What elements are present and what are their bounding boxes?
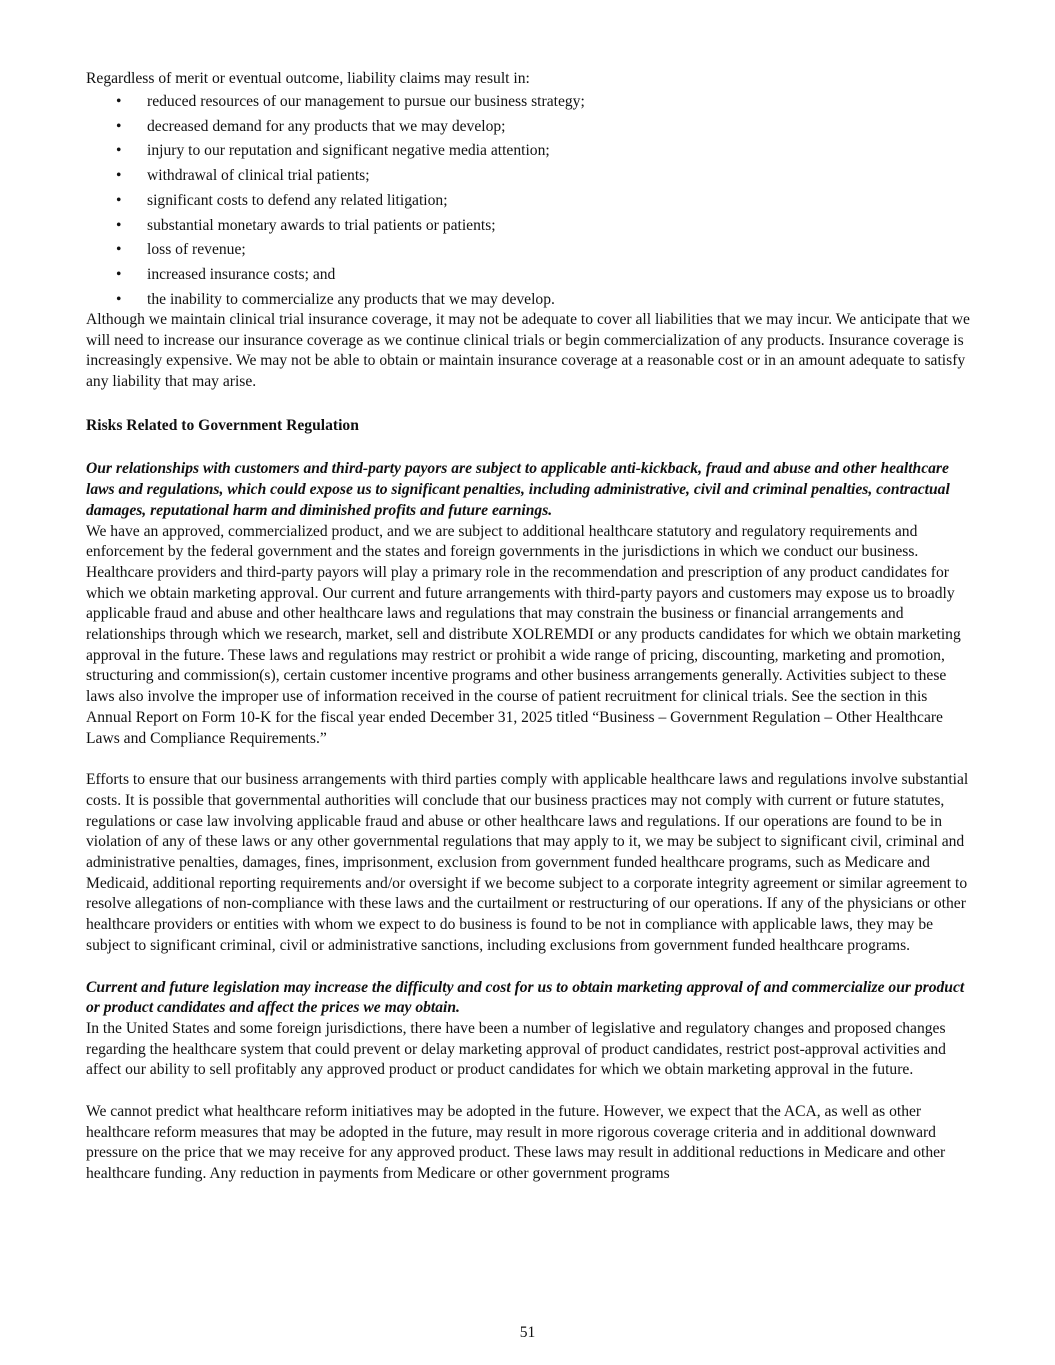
list-item: • significant costs to defend any related litigation;: [86, 189, 972, 214]
risk-heading-anti-kickback: Our relationships with customers and third-party payors are subject to applicable anti-kickback, fraud and abuse and other healthcare laws and regulations, which could expose us to significant penalties, including administrative, civil and criminal penalties, contractual damages, reputational harm and diminished profits and future earnings.: [86, 460, 950, 519]
list-item: • injury to our reputation and significant negative media attention;: [86, 139, 972, 164]
risk2-paragraph-2: We cannot predict what healthcare reform initiatives may be adopted in the future. However, we expect that the ACA, as well as other healthcare reform measures that may be adopted in the future, may result in more rigorous coverage criteria and in additional downward pressure on the price that we may receive for any approved product. These laws may result in additional reductions in Medicare and other healthcare funding. Any reduction in payments from Medicare or other government programs: [86, 1103, 946, 1183]
bullet-icon: •: [116, 191, 122, 209]
list-item: • reduced resources of our management to pursue our business strategy;: [86, 90, 972, 115]
list-item: • withdrawal of clinical trial patients;: [86, 164, 972, 189]
bullet-icon: •: [116, 117, 122, 135]
risk2-paragraph-1: In the United States and some foreign jurisdictions, there have been a number of legislative and regulatory changes and proposed changes regarding the healthcare system that could prevent or delay marketing approval of product candidates, restrict post-approval activities and affect our ability to sell profitably any approved product or product candidates for which we obtain marketing approval in the future.: [86, 1019, 946, 1079]
list-item: • the inability to commercialize any products that we may develop.: [86, 288, 972, 313]
bullet-icon: •: [116, 241, 122, 259]
bullet-icon: •: [116, 167, 122, 185]
page-number: 51: [519, 1324, 536, 1341]
bullet-icon: •: [116, 216, 122, 234]
list-item: • substantial monetary awards to trial patients or patients;: [86, 214, 972, 239]
bullet-icon: •: [116, 291, 122, 309]
bullet-icon: •: [116, 266, 122, 284]
list-item: • increased insurance costs; and: [86, 263, 972, 288]
bullet-icon: •: [116, 92, 122, 110]
document-page: [86, 69, 972, 1185]
risk1-paragraph-1: We have an approved, commercialized product, and we are subject to additional healthcare statutory and regulatory requirements and enforcement by the federal government and the states and foreign governments in the jurisdictions in which we conduct our business. Healthcare providers and third-party payors will play a primary role in the recommendation and prescription of any product candidates for which we obtain marketing approval. Our current and future arrangements with third-party payors and customers may expose us to broadly applicable fraud and abuse and other healthcare laws and regulations that may constrain the business or financial arrangements and relationships through which we research, market, sell and distribute XOLREMDI or any products candidates for which we obtain marketing approval in the future. These laws and regulations may restrict or prohibit a wide range of pricing, discounting, marketing and promotion, structuring and commission(s), certain customer incentive programs and other business arrangements generally. Activities subject to these laws also involve the improper use of information received in the course of patient recruitment for clinical trials. See the section in this Annual Report on Form 10-K for the fiscal year ended December 31, 2025 titled “Business – Government Regulation – Other Healthcare Laws and Compliance Requirements.”: [86, 522, 961, 747]
list-item: • decreased demand for any products that we may develop;: [86, 115, 972, 140]
bullet-icon: •: [116, 142, 122, 160]
section-heading: Risks Related to Government Regulation: [86, 416, 359, 434]
liability-bullet-list: [86, 90, 972, 313]
list-item: • loss of revenue;: [86, 238, 972, 263]
insurance-paragraph: Although we maintain clinical trial insurance coverage, it may not be adequate to cover all liabilities that we may incur. We anticipate that we will need to increase our insurance coverage as we continue clinical trials or begin commercialization of any products. Insurance coverage is increasingly expensive. We may not be able to obtain or maintain insurance coverage at a reasonable cost or in an amount adequate to satisfy any liability that may arise.: [86, 310, 970, 390]
risk-heading-legislation: Current and future legislation may increase the difficulty and cost for us to obtain marketing approval of and commercialize our product or product candidates and affect the prices we may obtain.: [86, 978, 965, 1017]
risk1-paragraph-2: Efforts to ensure that our business arrangements with third parties comply with applicable healthcare laws and regulations involve substantial costs. It is possible that governmental authorities will conclude that our business practices may not comply with current or future statutes, regulations or case law involving applicable fraud and abuse or other healthcare laws and regulations. If our operations are found to be in violation of any of these laws or any other governmental regulations that may apply to it, we may be subject to significant civil, criminal and administrative penalties, damages, fines, imprisonment, exclusion from government funded healthcare programs, such as Medicare and Medicaid, additional reporting requirements and/or oversight if we become subject to a corporate integrity agreement or similar agreement to resolve allegations of non-compliance with these laws and the curtailment or restructuring of our operations. If any of the physicians or other healthcare providers or entities with whom we expect to do business is found to be not in compliance with applicable laws, they may be subject to significant criminal, civil or administrative sanctions, including exclusions from government funded healthcare programs.: [86, 771, 969, 954]
intro-text: Regardless of merit or eventual outcome, liability claims may result in:: [86, 70, 530, 87]
